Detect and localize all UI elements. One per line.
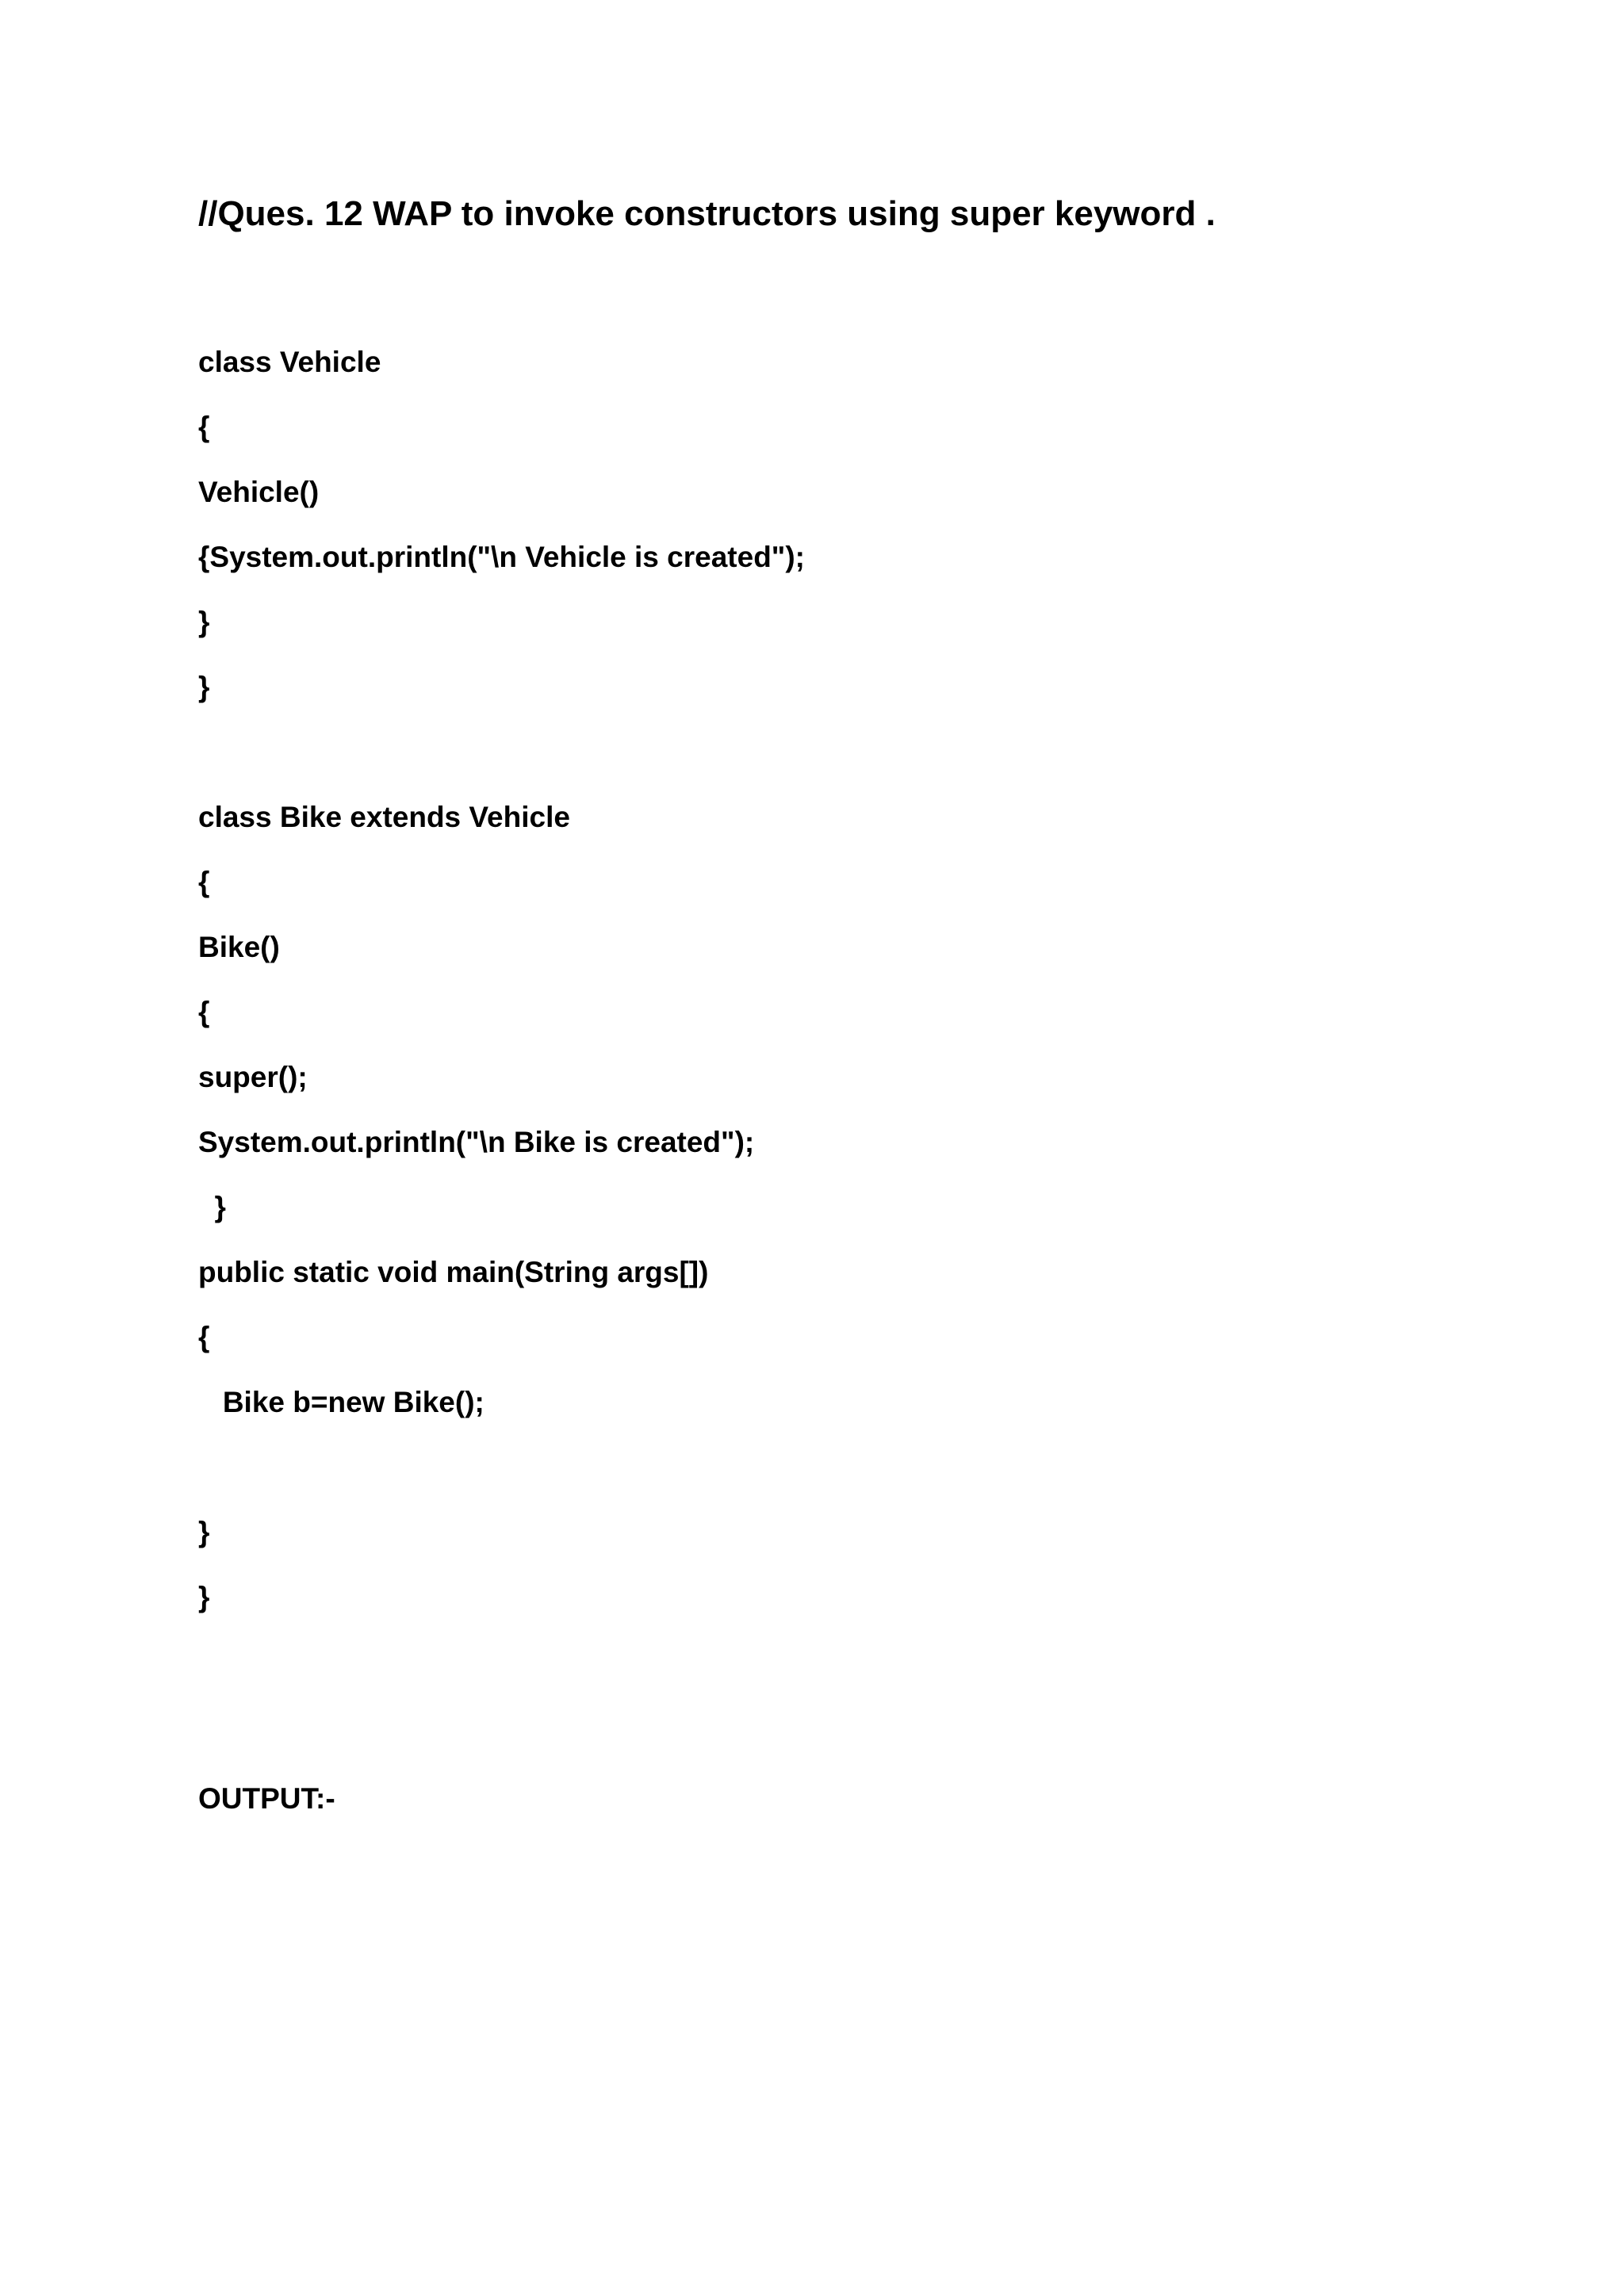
code-line: { <box>198 996 210 1028</box>
code-line: super(); <box>198 1061 308 1093</box>
code-line: {System.out.println("\n Vehicle is created"); <box>198 541 805 573</box>
code-line: public static void main(String args[]) <box>198 1256 709 1288</box>
code-line: } <box>198 671 210 703</box>
code-line: { <box>198 1321 210 1353</box>
code-line: Bike b=new Bike(); <box>198 1386 485 1418</box>
code-line: Bike() <box>198 931 280 963</box>
question-title: //Ques. 12 WAP to invoke constructors using super keyword . <box>198 194 1216 233</box>
code-line: } <box>198 1516 210 1548</box>
code-line: } <box>198 1191 226 1223</box>
code-line: { <box>198 866 210 898</box>
code-line: class Bike extends Vehicle <box>198 801 570 833</box>
code-line: class Vehicle <box>198 346 381 378</box>
code-line: System.out.println("\n Bike is created"); <box>198 1126 755 1158</box>
code-line: } <box>198 606 210 638</box>
output-label: OUTPUT:- <box>198 1782 335 1815</box>
code-line: Vehicle() <box>198 476 320 508</box>
code-line: { <box>198 411 210 443</box>
code-line: } <box>198 1581 210 1613</box>
